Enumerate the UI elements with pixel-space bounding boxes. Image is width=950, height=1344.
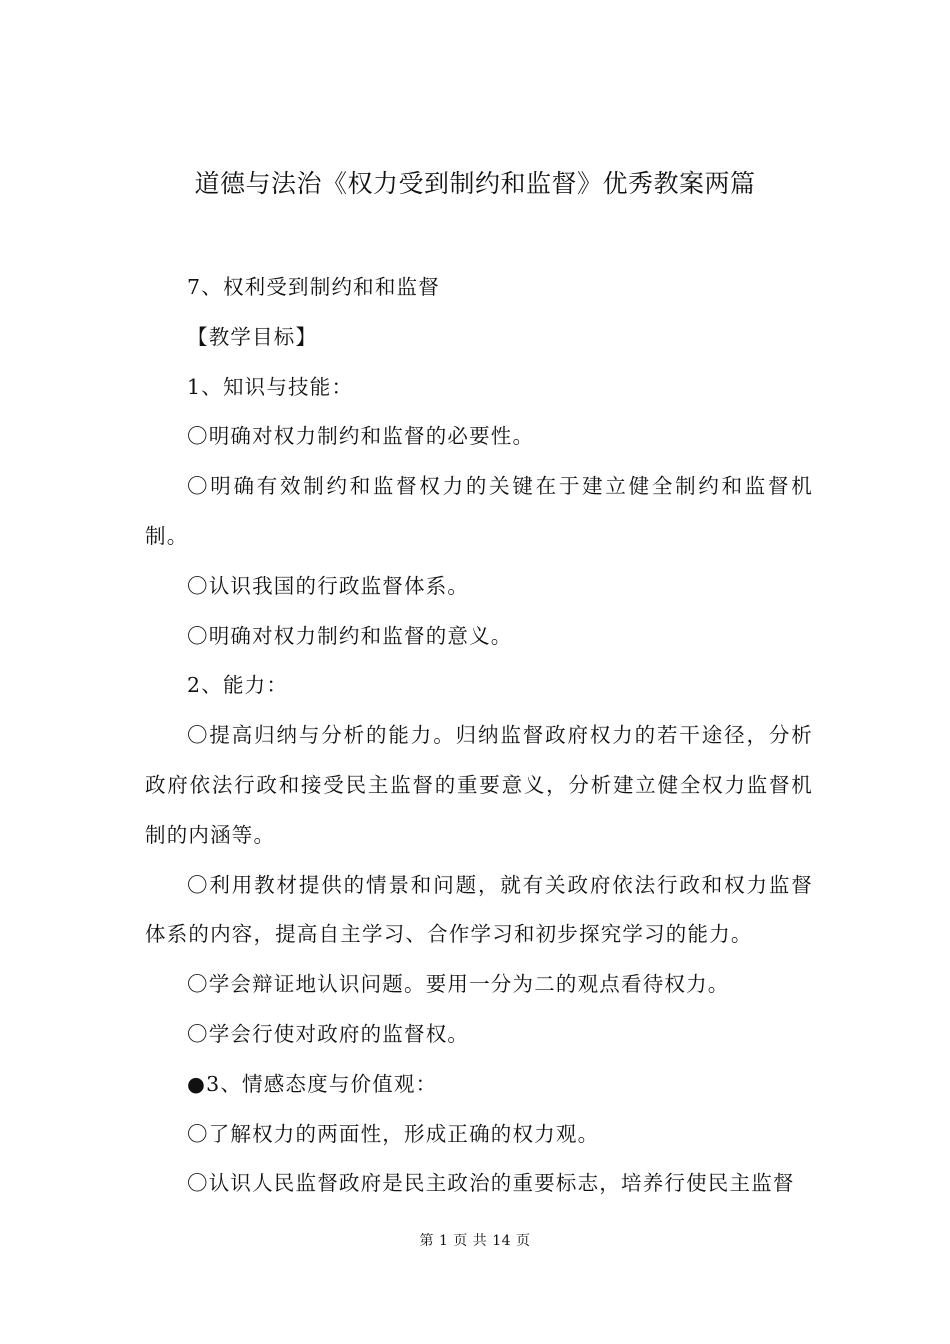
list-item: 〇明确有效制约和监督权力的关键在于建立健全制约和监督机制。 [145,474,813,548]
subheading-knowledge-skills: 1、知识与技能： [187,374,354,399]
list-item: 〇认识人民监督政府是民主政治的重要标志，培养行使民主监督 [187,1171,795,1196]
list-item: 〇明确对权力制约和监督的必要性。 [187,424,535,449]
document-title: 道德与法治《权力受到制约和监督》优秀教案两篇 [194,169,756,198]
list-item: 〇学会行使对政府的监督权。 [187,1021,470,1046]
list-item: 〇学会辩证地认识问题。要用一分为二的观点看待权力。 [187,972,730,997]
list-item: 〇利用教材提供的情景和问题，就有关政府依法行政和权力监督体系的内容，提高自主学习、合作学习和初步探究学习的能力。 [145,872,813,947]
document-body [145,263,813,1209]
teaching-goals-heading: 【教学目标】 [187,324,318,349]
list-item: 〇了解权力的两面性，形成正确的权力观。 [187,1121,600,1146]
list-item: 〇明确对权力制约和监督的意义。 [187,623,513,648]
list-item: 〇认识我国的行政监督体系。 [187,573,470,598]
list-item: 〇提高归纳与分析的能力。归纳监督政府权力的若干途径，分析政府依法行政和接受民主监督的重要意义，分析建立健全权力监督机制的内涵等。 [145,723,813,847]
page-number-footer: 第 1 页 共 14 页 [419,1233,531,1249]
subheading-values: ●3、情感态度与价值观： [187,1071,438,1096]
subheading-ability: 2、能力： [187,673,289,698]
section-heading: 7、权利受到制约和和监督 [187,275,440,299]
